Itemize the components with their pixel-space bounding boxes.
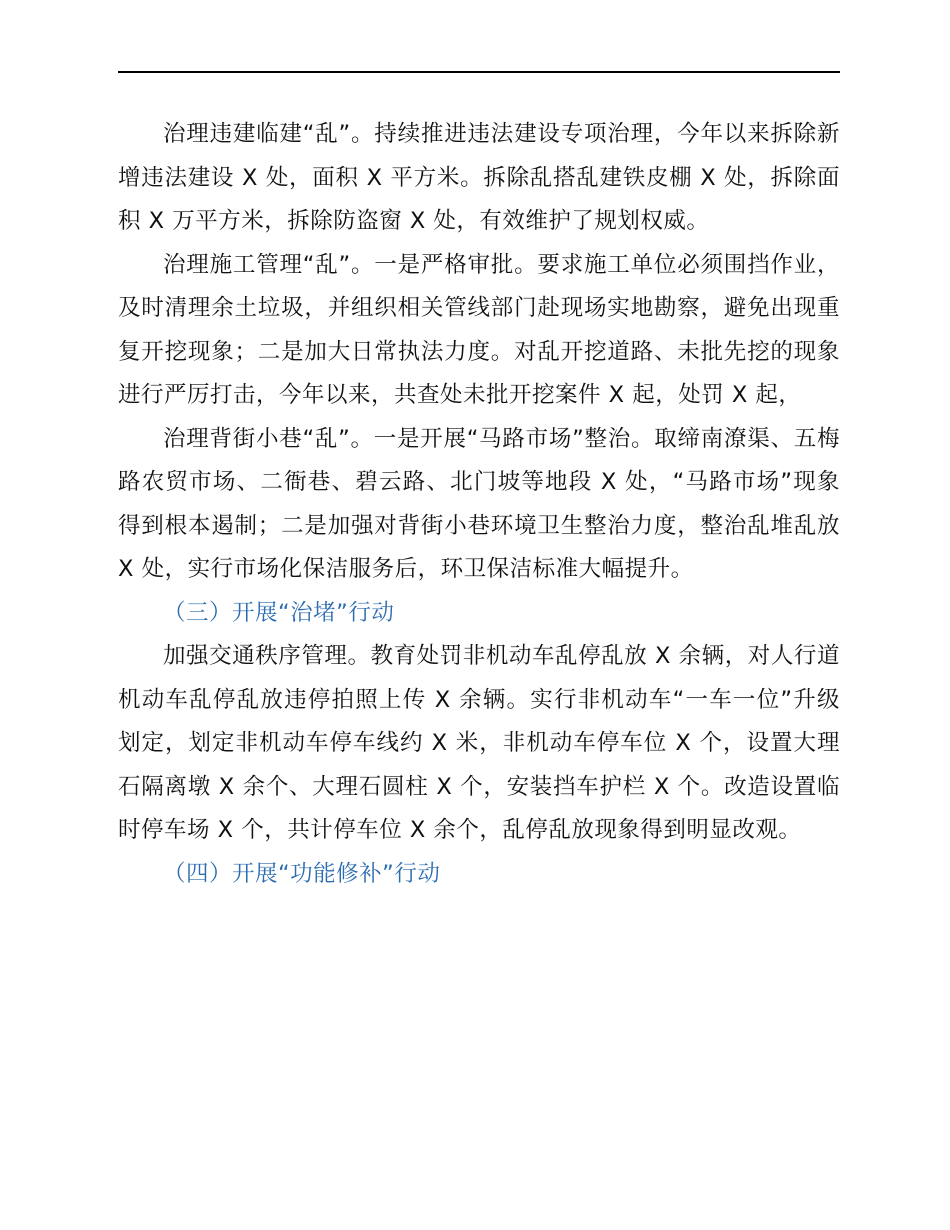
- paragraph-back-streets: 治理背街小巷“乱”。一是开展“马路市场”整治。取缔南潦渠、五梅路农贸市场、二衙巷、碧云路、北门坡等地段 X 处，“马路市场”现象得到根本遏制；二是加强对背街小巷环境卫生整治力度，整治乱堆乱放 X 处，实行市场化保洁服务后，环卫保洁标准大幅提升。: [118, 425, 840, 582]
- header-rule: [118, 71, 840, 73]
- paragraph-construction-management: 治理施工管理“乱”。一是严格审批。要求施工单位必须围挡作业，及时清理余土垃圾，并组织相关管线部门赴现场实地勘察，避免出现重复开挖现象；二是加大日常执法力度。对乱开挖道路、未批先挖的现象进行严厉打击，今年以来，共查处未批开挖案件 X 起，处罚 X 起，: [118, 251, 840, 408]
- paragraph-illegal-construction: 治理违建临建“乱”。持续推进违法建设专项治理，今年以来拆除新增违法建设 X 处，面积 X 平方米。拆除乱搭乱建铁皮棚 X 处，拆除面积 X 万平方米，拆除防盗窗 X 处，有效维护了规划权威。: [118, 121, 840, 234]
- section-heading-4: （四）开展“功能修补”行动: [163, 860, 441, 887]
- document-body: [118, 113, 840, 896]
- paragraph-traffic-order: 加强交通秩序管理。教育处罚非机动车乱停乱放 X 余辆，对人行道机动车乱停乱放违停拍照上传 X 余辆。实行非机动车“一车一位”升级划定，划定非机动车停车线约 X 米，非机动车停车位 X 个，设置大理石隔离墩 X 余个、大理石圆柱 X 个，安装挡车护栏 X 个。改造设置临时停车场 X 个，共计停车位 X 余个，乱停乱放现象得到明显改观。: [118, 643, 840, 843]
- section-heading-3: （三）开展“治堵”行动: [163, 599, 395, 626]
